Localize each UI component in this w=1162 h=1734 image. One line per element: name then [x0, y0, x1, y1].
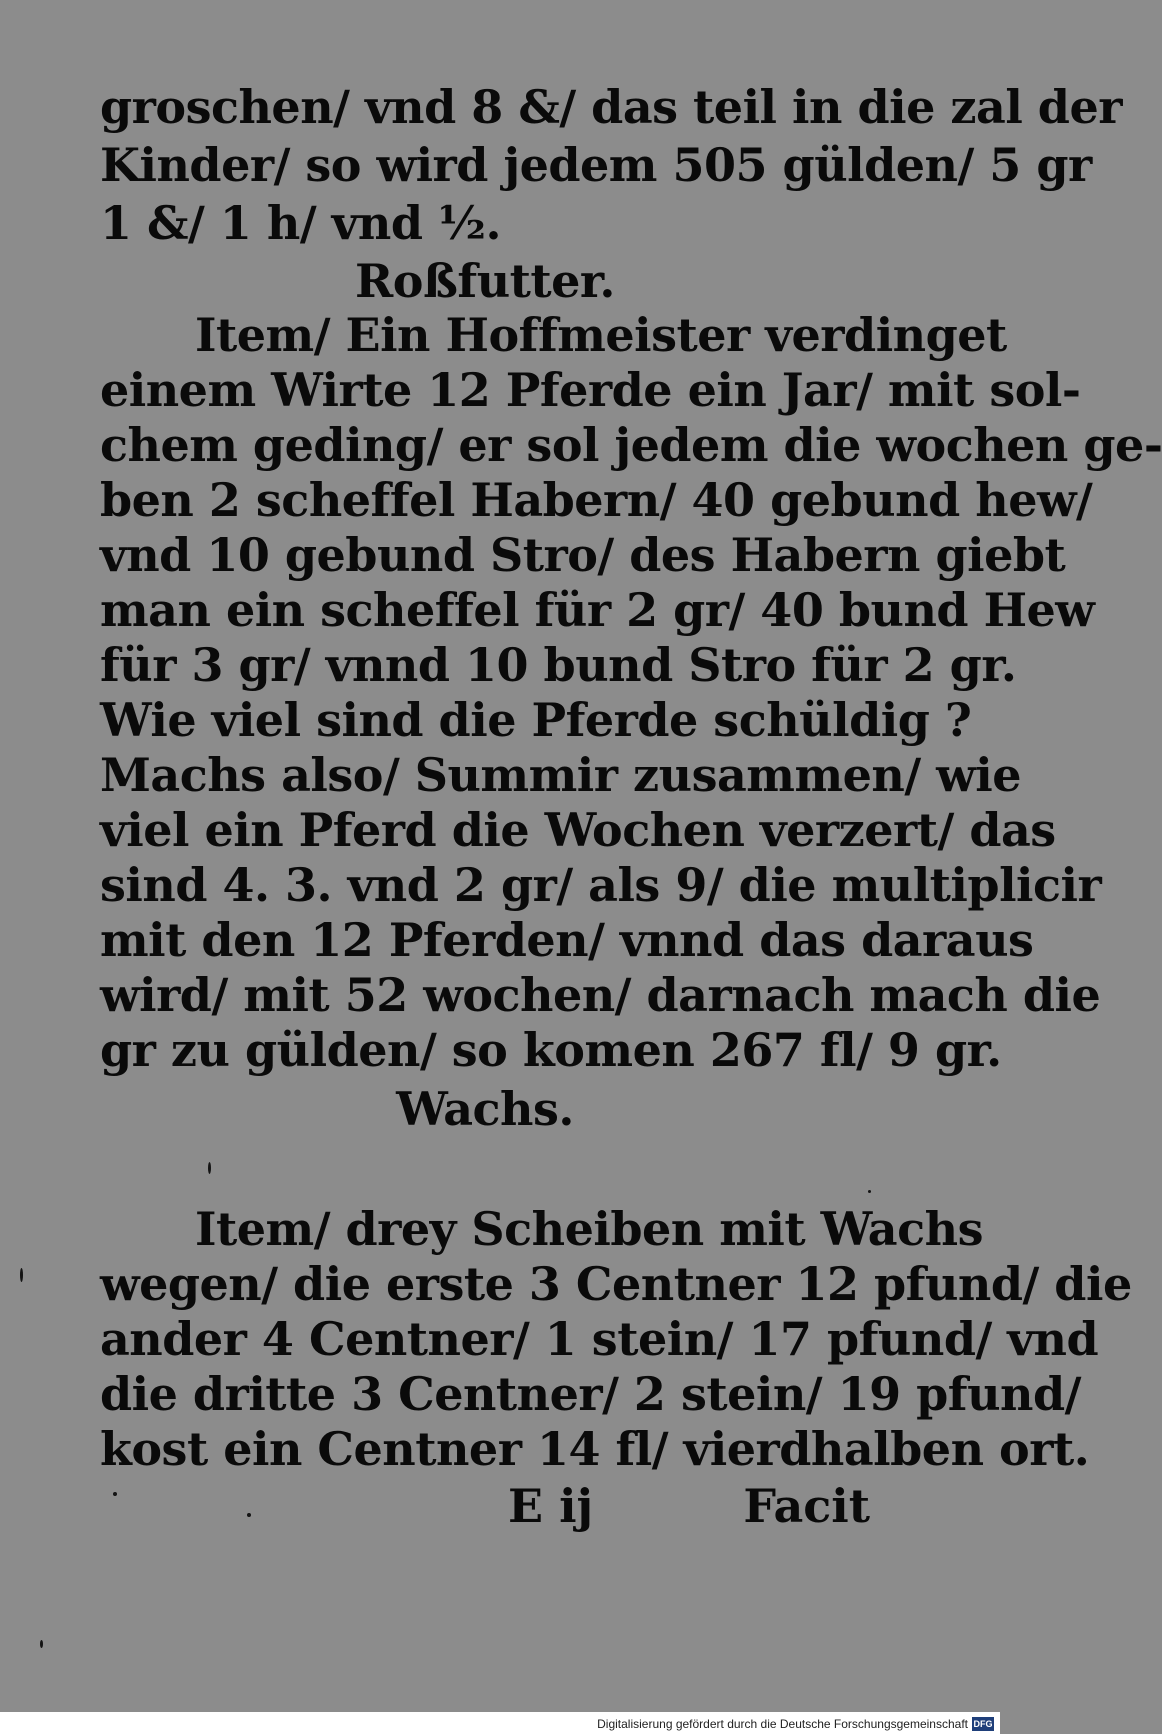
signature-mark: E ij	[508, 1479, 594, 1533]
scan-speck	[208, 1162, 211, 1174]
text-line: einem Wirte 12 Pferde ein Jar/ mit sol-	[100, 363, 1081, 417]
text-line: mit den 12 Pferden/ vnnd das daraus	[100, 913, 1034, 967]
text-line: Kinder/ so wird jedem 505 gülden/ 5 gr	[100, 138, 1092, 192]
text-line: für 3 gr/ vnnd 10 bund Stro für 2 gr.	[100, 638, 1017, 692]
heading-text: Roßfutter.	[355, 254, 615, 308]
scan-speck	[868, 1190, 871, 1193]
scan-speck	[40, 1640, 43, 1648]
text-line: kost ein Centner 14 fl/ vierdhalben ort.	[100, 1422, 1090, 1476]
text-line: chem geding/ er sol jedem die wochen ge-	[100, 418, 1162, 472]
text-line: die dritte 3 Centner/ 2 stein/ 19 pfund/	[100, 1367, 1081, 1421]
text-line: groschen/ vnd 8 &/ das teil in die zal der	[100, 80, 1122, 134]
scan-speck	[20, 1268, 23, 1282]
text-line: gr zu gülden/ so komen 267 fl/ 9 gr.	[100, 1023, 1002, 1077]
text-line: ander 4 Centner/ 1 stein/ 17 pfund/ vnd	[100, 1312, 1099, 1366]
heading-text: Wachs.	[396, 1082, 574, 1136]
digitization-credit-bar	[0, 1712, 1000, 1734]
text-line: Machs also/ Summir zusammen/ wie	[100, 748, 1021, 802]
text-line: man ein scheffel für 2 gr/ 40 bund Hew	[100, 583, 1095, 637]
dfg-logo: DFG	[973, 1719, 993, 1729]
catchword: Facit	[743, 1479, 870, 1533]
text-line: Item/ Ein Hoffmeister verdinget	[195, 308, 1007, 362]
text-line: 1 &/ 1 h/ vnd ½.	[100, 196, 501, 250]
text-line: wird/ mit 52 wochen/ darnach mach die	[100, 968, 1101, 1022]
text-line: viel ein Pferd die Wochen verzert/ das	[100, 803, 1056, 857]
text-line: wegen/ die erste 3 Centner 12 pfund/ die	[100, 1257, 1132, 1311]
text-line: vnd 10 gebund Stro/ des Habern giebt	[100, 528, 1066, 582]
text-line: Wie viel sind die Pferde schüldig ?	[100, 693, 972, 747]
scan-speck	[247, 1513, 251, 1517]
text-line: ben 2 scheffel Habern/ 40 gebund hew/	[100, 473, 1093, 527]
text-line: Item/ drey Scheiben mit Wachs	[195, 1202, 983, 1256]
page-footer	[100, 1477, 870, 1535]
digitization-credit-text: Digitalisierung gefördert durch die Deutsche Forschungsgemeinschaft	[597, 1717, 968, 1731]
scan-speck	[113, 1492, 117, 1496]
text-line: sind 4. 3. vnd 2 gr/ als 9/ die multiplicir	[100, 858, 1102, 912]
